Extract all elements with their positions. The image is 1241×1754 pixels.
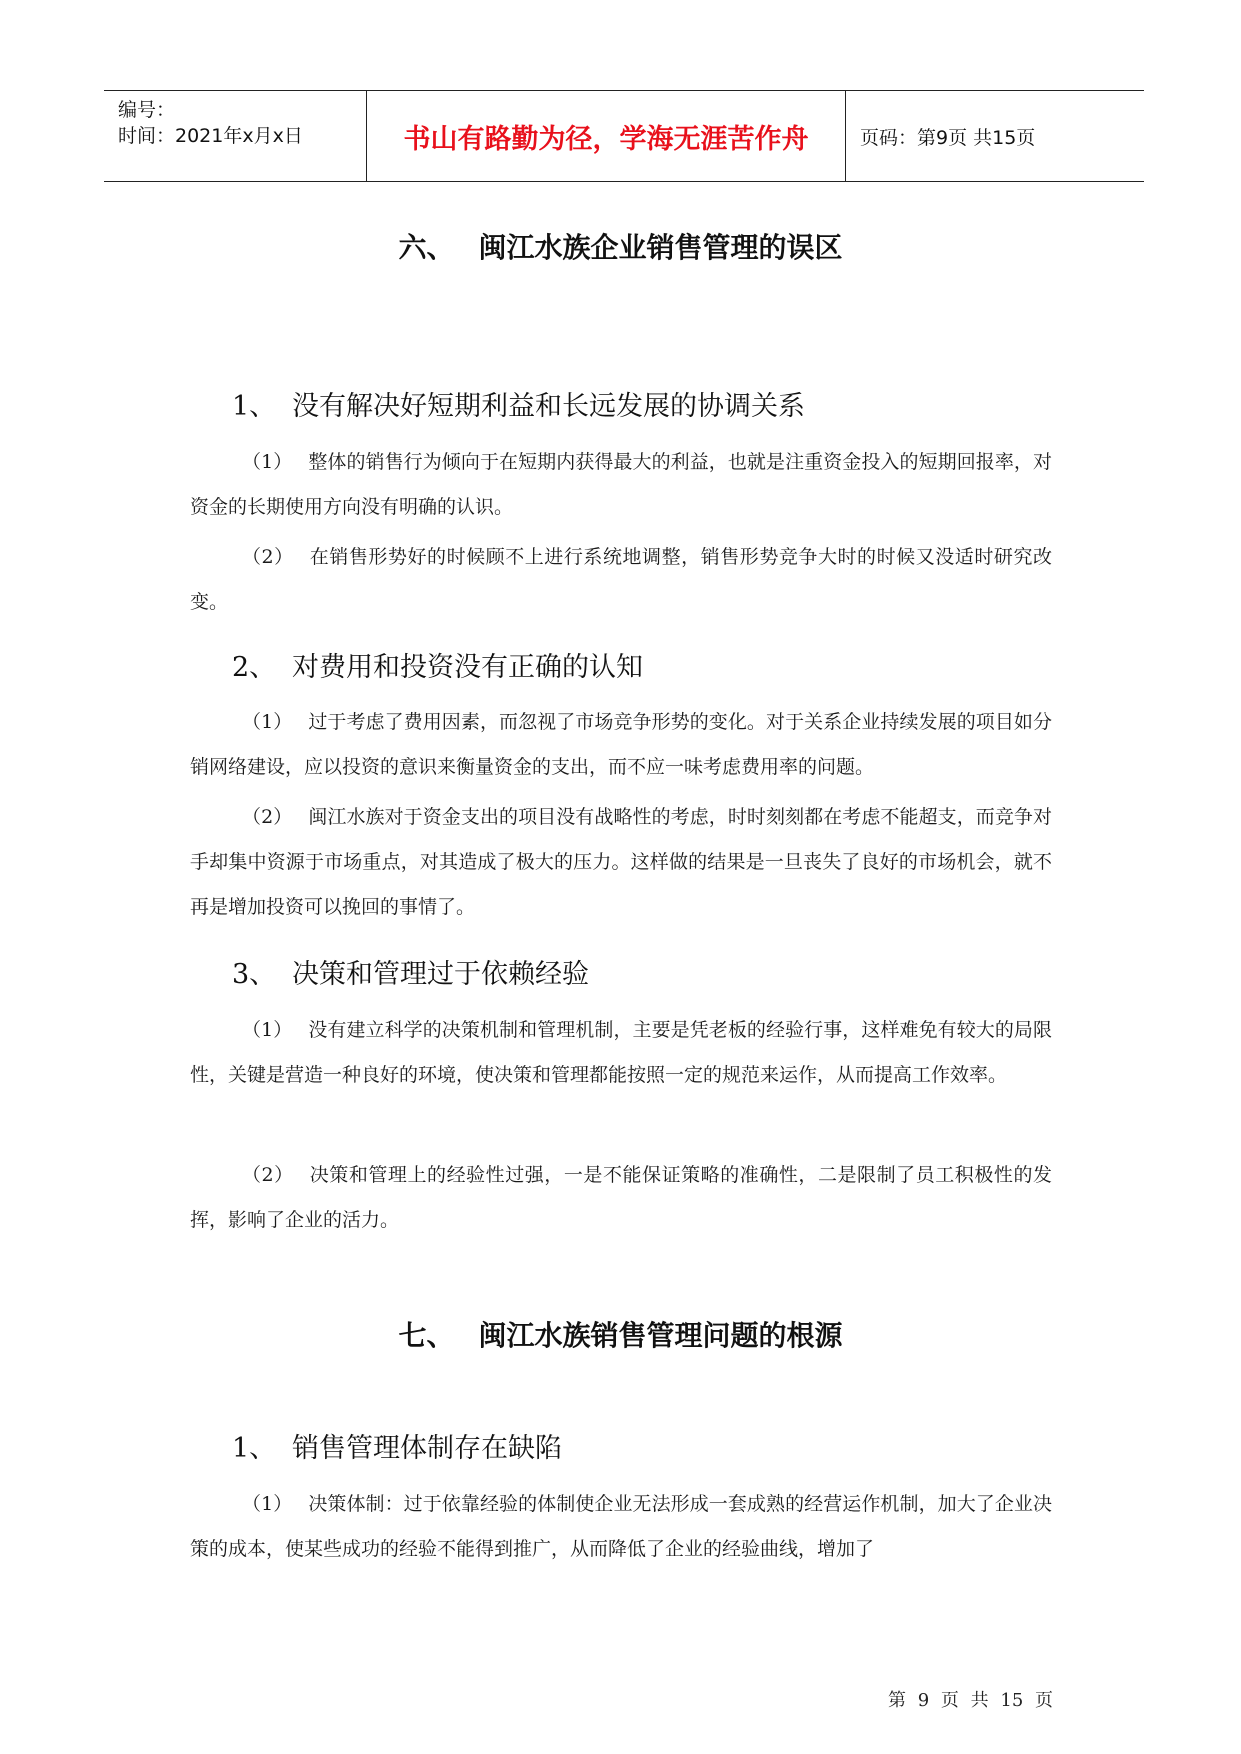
subsection-number: 1、 (232, 1433, 277, 1464)
section-number: 七、 (398, 1319, 455, 1352)
section-number: 六、 (398, 231, 455, 264)
header-page-cell (846, 91, 1144, 181)
document-header (104, 90, 1144, 182)
subsection-heading (232, 952, 589, 991)
paragraph (190, 1153, 1052, 1243)
section-heading (0, 226, 1241, 266)
motto-text: 书山有路勤为径，学海无涯苦作舟 (403, 123, 809, 155)
paragraph-number: （1） (242, 711, 293, 733)
subsection-heading (232, 1426, 562, 1465)
paragraph (190, 1008, 1052, 1098)
section-title: 闽江水族企业销售管理的误区 (478, 231, 843, 264)
date-label: 时间：2021年x月x日 (118, 125, 303, 147)
subsection-heading (232, 384, 805, 423)
paragraph (190, 535, 1052, 625)
paragraph-text: 闽江水族对于资金支出的项目没有战略性的考虑，时时刻刻都在考虑不能超支，而竞争对手却集中资源于市场重点，对其造成了极大的压力。这样做的结果是一旦丧失了良好的市场机会，就不再是增加投资可以挽回的事情了。 (190, 806, 1052, 918)
subsection-heading (232, 645, 643, 684)
paragraph-text: 过于考虑了费用因素，而忽视了市场竞争形势的变化。对于关系企业持续发展的项目如分销网络建设，应以投资的意识来衡量资金的支出，而不应一味考虑费用率的问题。 (190, 711, 1052, 778)
paragraph-number: （1） (242, 1019, 293, 1041)
paragraph-text: 决策体制：过于依靠经验的体制使企业无法形成一套成熟的经营运作机制，加大了企业决策的成本，使某些成功的经验不能得到推广，从而降低了企业的经验曲线，增加了 (190, 1493, 1052, 1560)
subsection-title: 没有解决好短期利益和长远发展的协调关系 (292, 391, 805, 422)
subsection-number: 2、 (232, 652, 277, 683)
header-motto-cell (366, 91, 846, 181)
subsection-number: 3、 (232, 959, 277, 990)
subsection-title: 对费用和投资没有正确的认知 (292, 652, 643, 683)
subsection-title: 决策和管理过于依赖经验 (292, 959, 589, 990)
header-meta-cell (104, 91, 366, 181)
serial-number-label: 编号： (118, 99, 176, 121)
paragraph-text: 没有建立科学的决策机制和管理机制，主要是凭老板的经验行事，这样难免有较大的局限性，关键是营造一种良好的环境，使决策和管理都能按照一定的规范来运作，从而提高工作效率。 (190, 1019, 1052, 1086)
paragraph (190, 795, 1052, 930)
subsection-title: 销售管理体制存在缺陷 (292, 1433, 562, 1464)
paragraph-number: （1） (242, 451, 293, 473)
paragraph (190, 700, 1052, 790)
section-title: 闽江水族销售管理问题的根源 (478, 1319, 843, 1352)
paragraph-text: 在销售形势好的时候顾不上进行系统地调整，销售形势竞争大时的时候又没适时研究改变。 (190, 546, 1052, 613)
subsection-number: 1、 (232, 391, 277, 422)
paragraph (190, 1482, 1052, 1572)
paragraph-number: （2） (242, 546, 294, 568)
header-page-number: 页码：第9页 共15页 (860, 126, 1036, 149)
paragraph-text: 整体的销售行为倾向于在短期内获得最大的利益，也就是注重资金投入的短期回报率，对资金的长期使用方向没有明确的认识。 (190, 451, 1052, 518)
page-footer: 第 9 页 共 15 页 (888, 1690, 1053, 1711)
paragraph-number: （2） (242, 1164, 294, 1186)
section-heading (0, 1314, 1241, 1354)
paragraph (190, 440, 1052, 530)
paragraph-number: （1） (242, 1493, 293, 1515)
paragraph-number: （2） (242, 806, 293, 828)
paragraph-text: 决策和管理上的经验性过强，一是不能保证策略的准确性，二是限制了员工积极性的发挥，影响了企业的活力。 (190, 1164, 1052, 1231)
